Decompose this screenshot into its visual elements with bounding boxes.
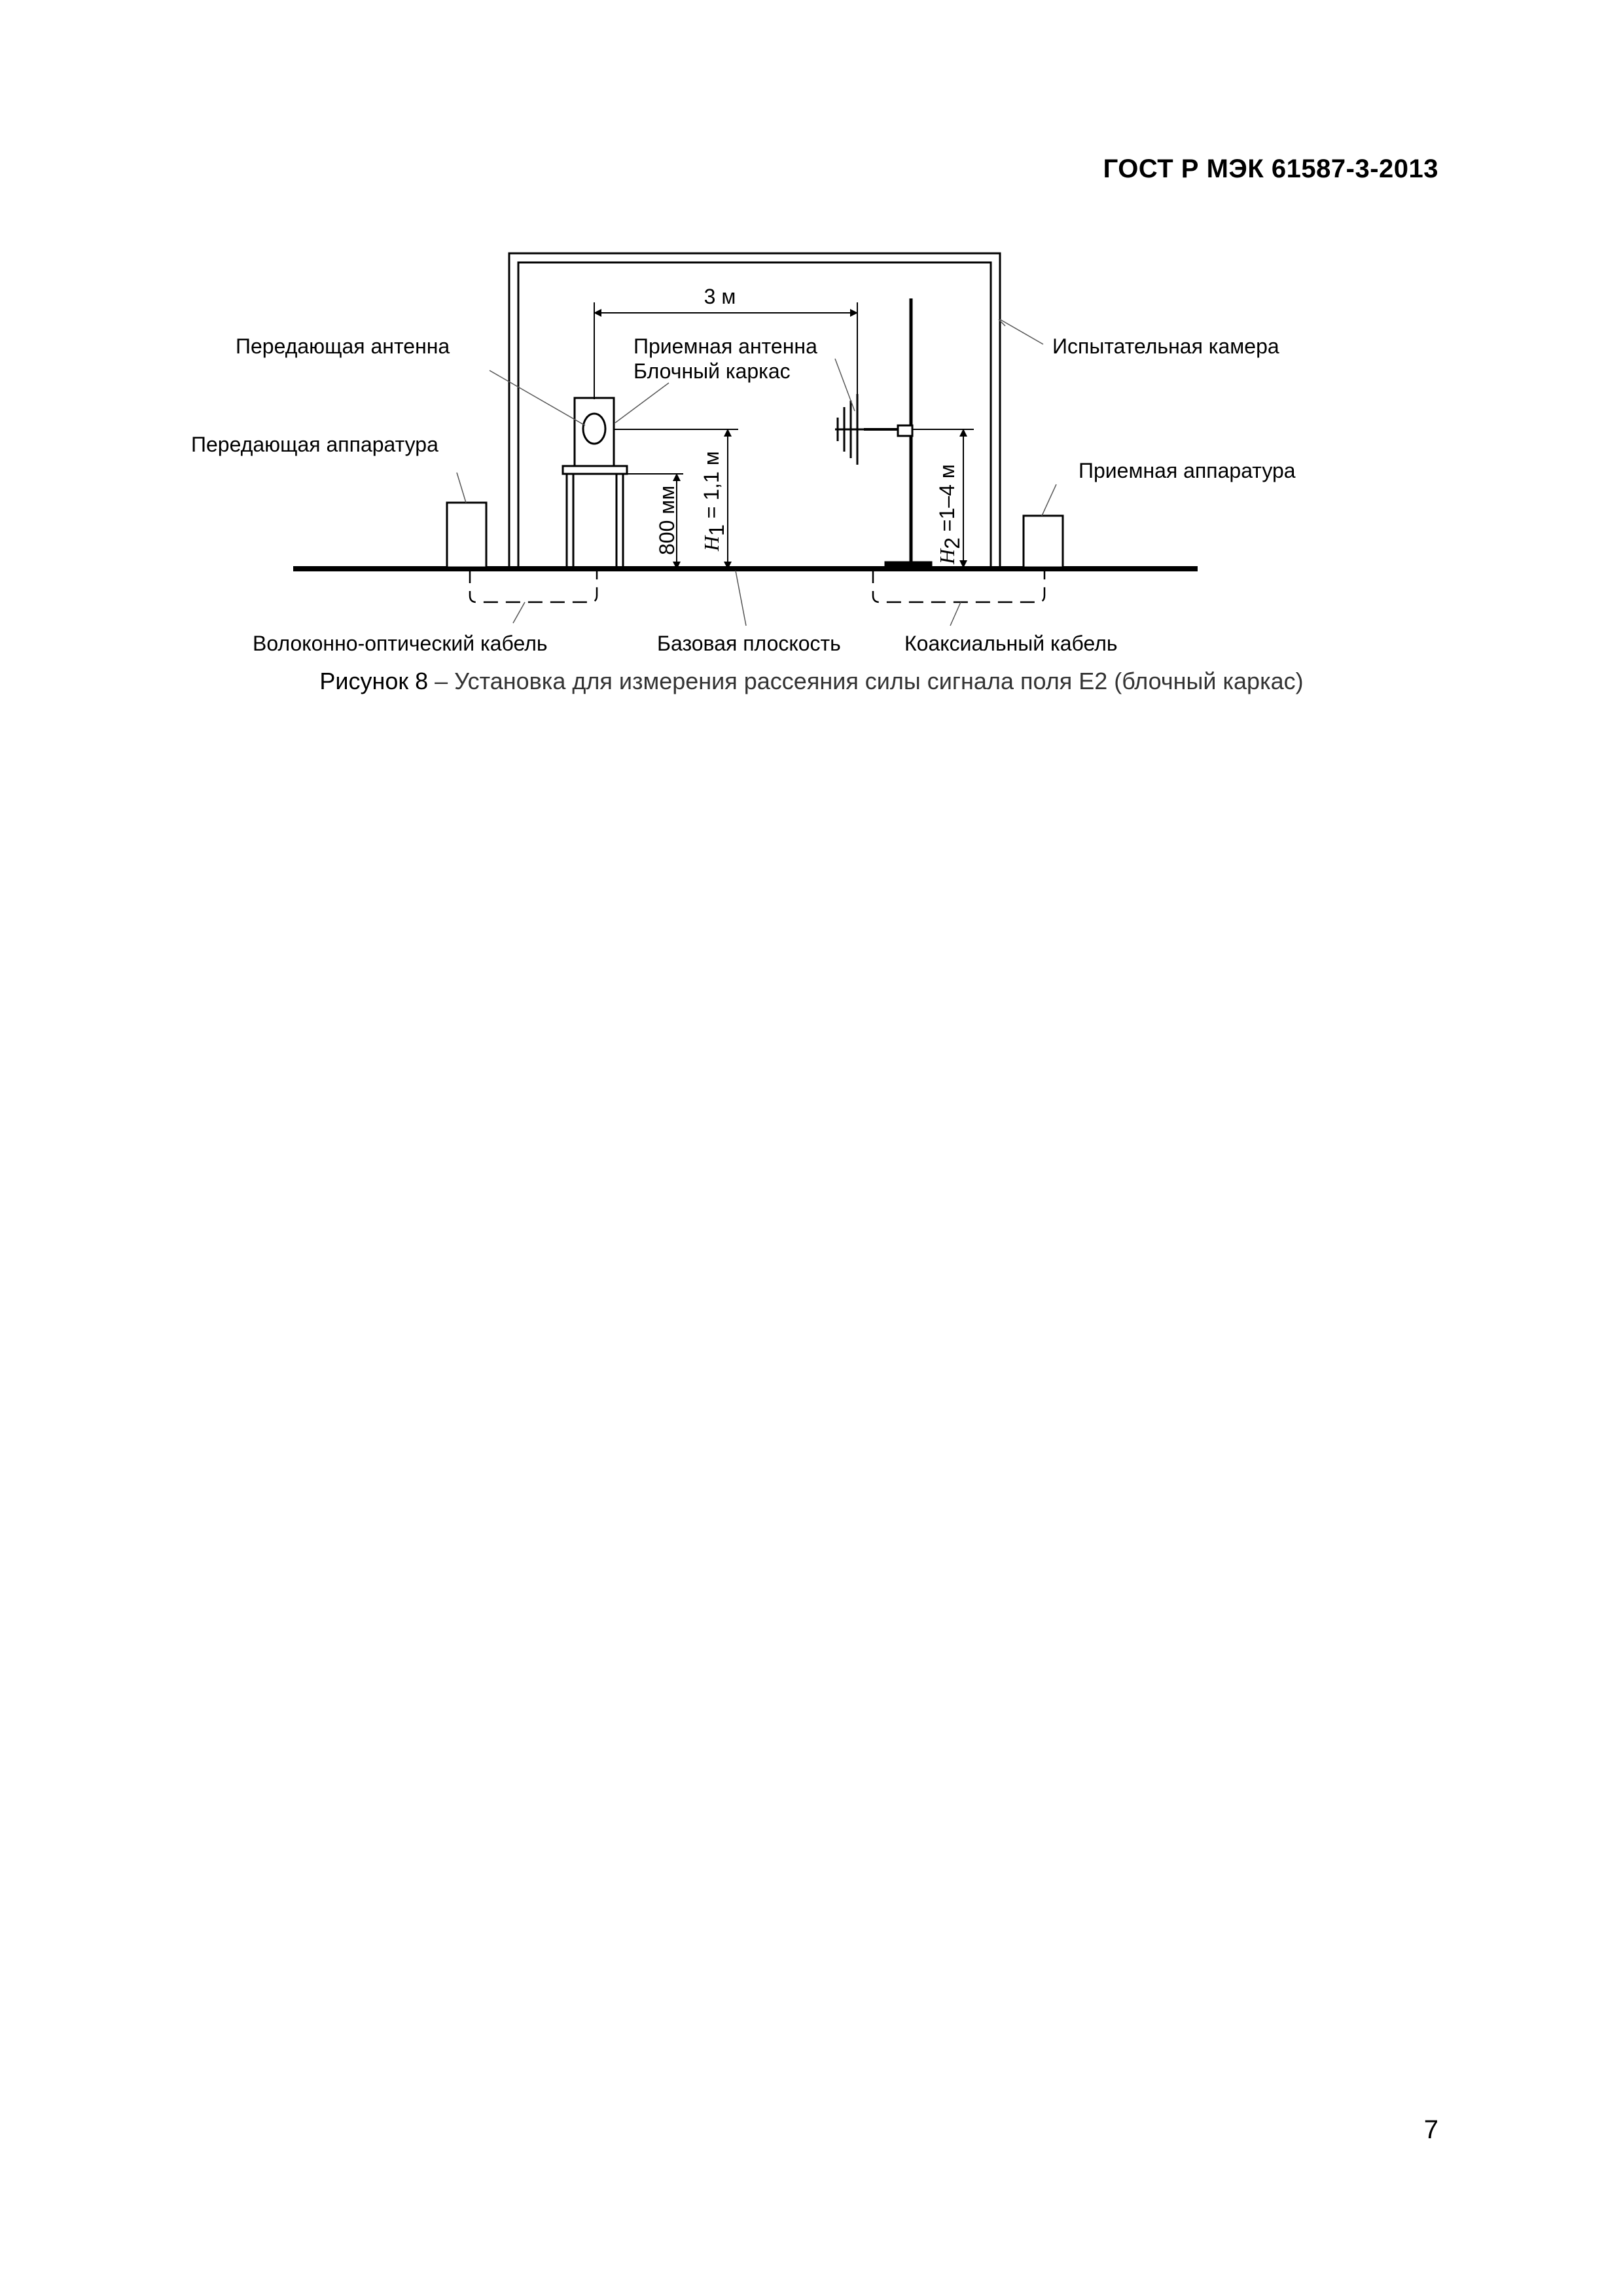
- page-number: 7: [1423, 2115, 1438, 2144]
- coaxial-cable: [873, 569, 1044, 602]
- figure-caption-text: – Установка для измерения рассеяния силы сигнала поля E2 (блочный каркас): [428, 668, 1304, 694]
- label-transmit-antenna: Передающая антенна: [236, 334, 450, 358]
- fiber-optic-cable: [470, 569, 597, 602]
- h2-label: H2 =1–4 м: [935, 464, 964, 564]
- label-receive-equipment: Приемная аппаратура: [1079, 459, 1296, 482]
- h1-label: H1 = 1,1 м: [700, 451, 728, 551]
- receive-equipment-box: [1024, 516, 1063, 567]
- test-chamber: [509, 253, 1000, 566]
- log-periodic-antenna: [835, 394, 877, 465]
- document-header: ГОСТ Р МЭК 61587-3-2013: [1103, 154, 1438, 183]
- label-coax-cable: Коаксиальный кабель: [904, 632, 1118, 655]
- receive-antenna-mast: [864, 298, 932, 569]
- label-test-chamber: Испытательная камера: [1052, 334, 1279, 358]
- distance-label: 3 м: [704, 285, 736, 308]
- label-ground-plane: Базовая плоскость: [657, 632, 841, 655]
- figure-caption: [0, 668, 1623, 695]
- test-setup-diagram: [0, 0, 1623, 720]
- table-height-label: 800 мм: [655, 485, 679, 555]
- transmit-loop-antenna: [583, 414, 605, 444]
- label-receive-antenna: Приемная антенна: [633, 334, 817, 358]
- label-transmit-equipment: Передающая аппаратура: [191, 433, 438, 456]
- transmit-equipment-box: [447, 503, 486, 567]
- figure-caption-number: Рисунок 8: [319, 668, 429, 694]
- test-table: [563, 466, 627, 567]
- label-subrack: Блочный каркас: [633, 359, 791, 383]
- label-fiber-cable: Волоконно-оптический кабель: [253, 632, 548, 655]
